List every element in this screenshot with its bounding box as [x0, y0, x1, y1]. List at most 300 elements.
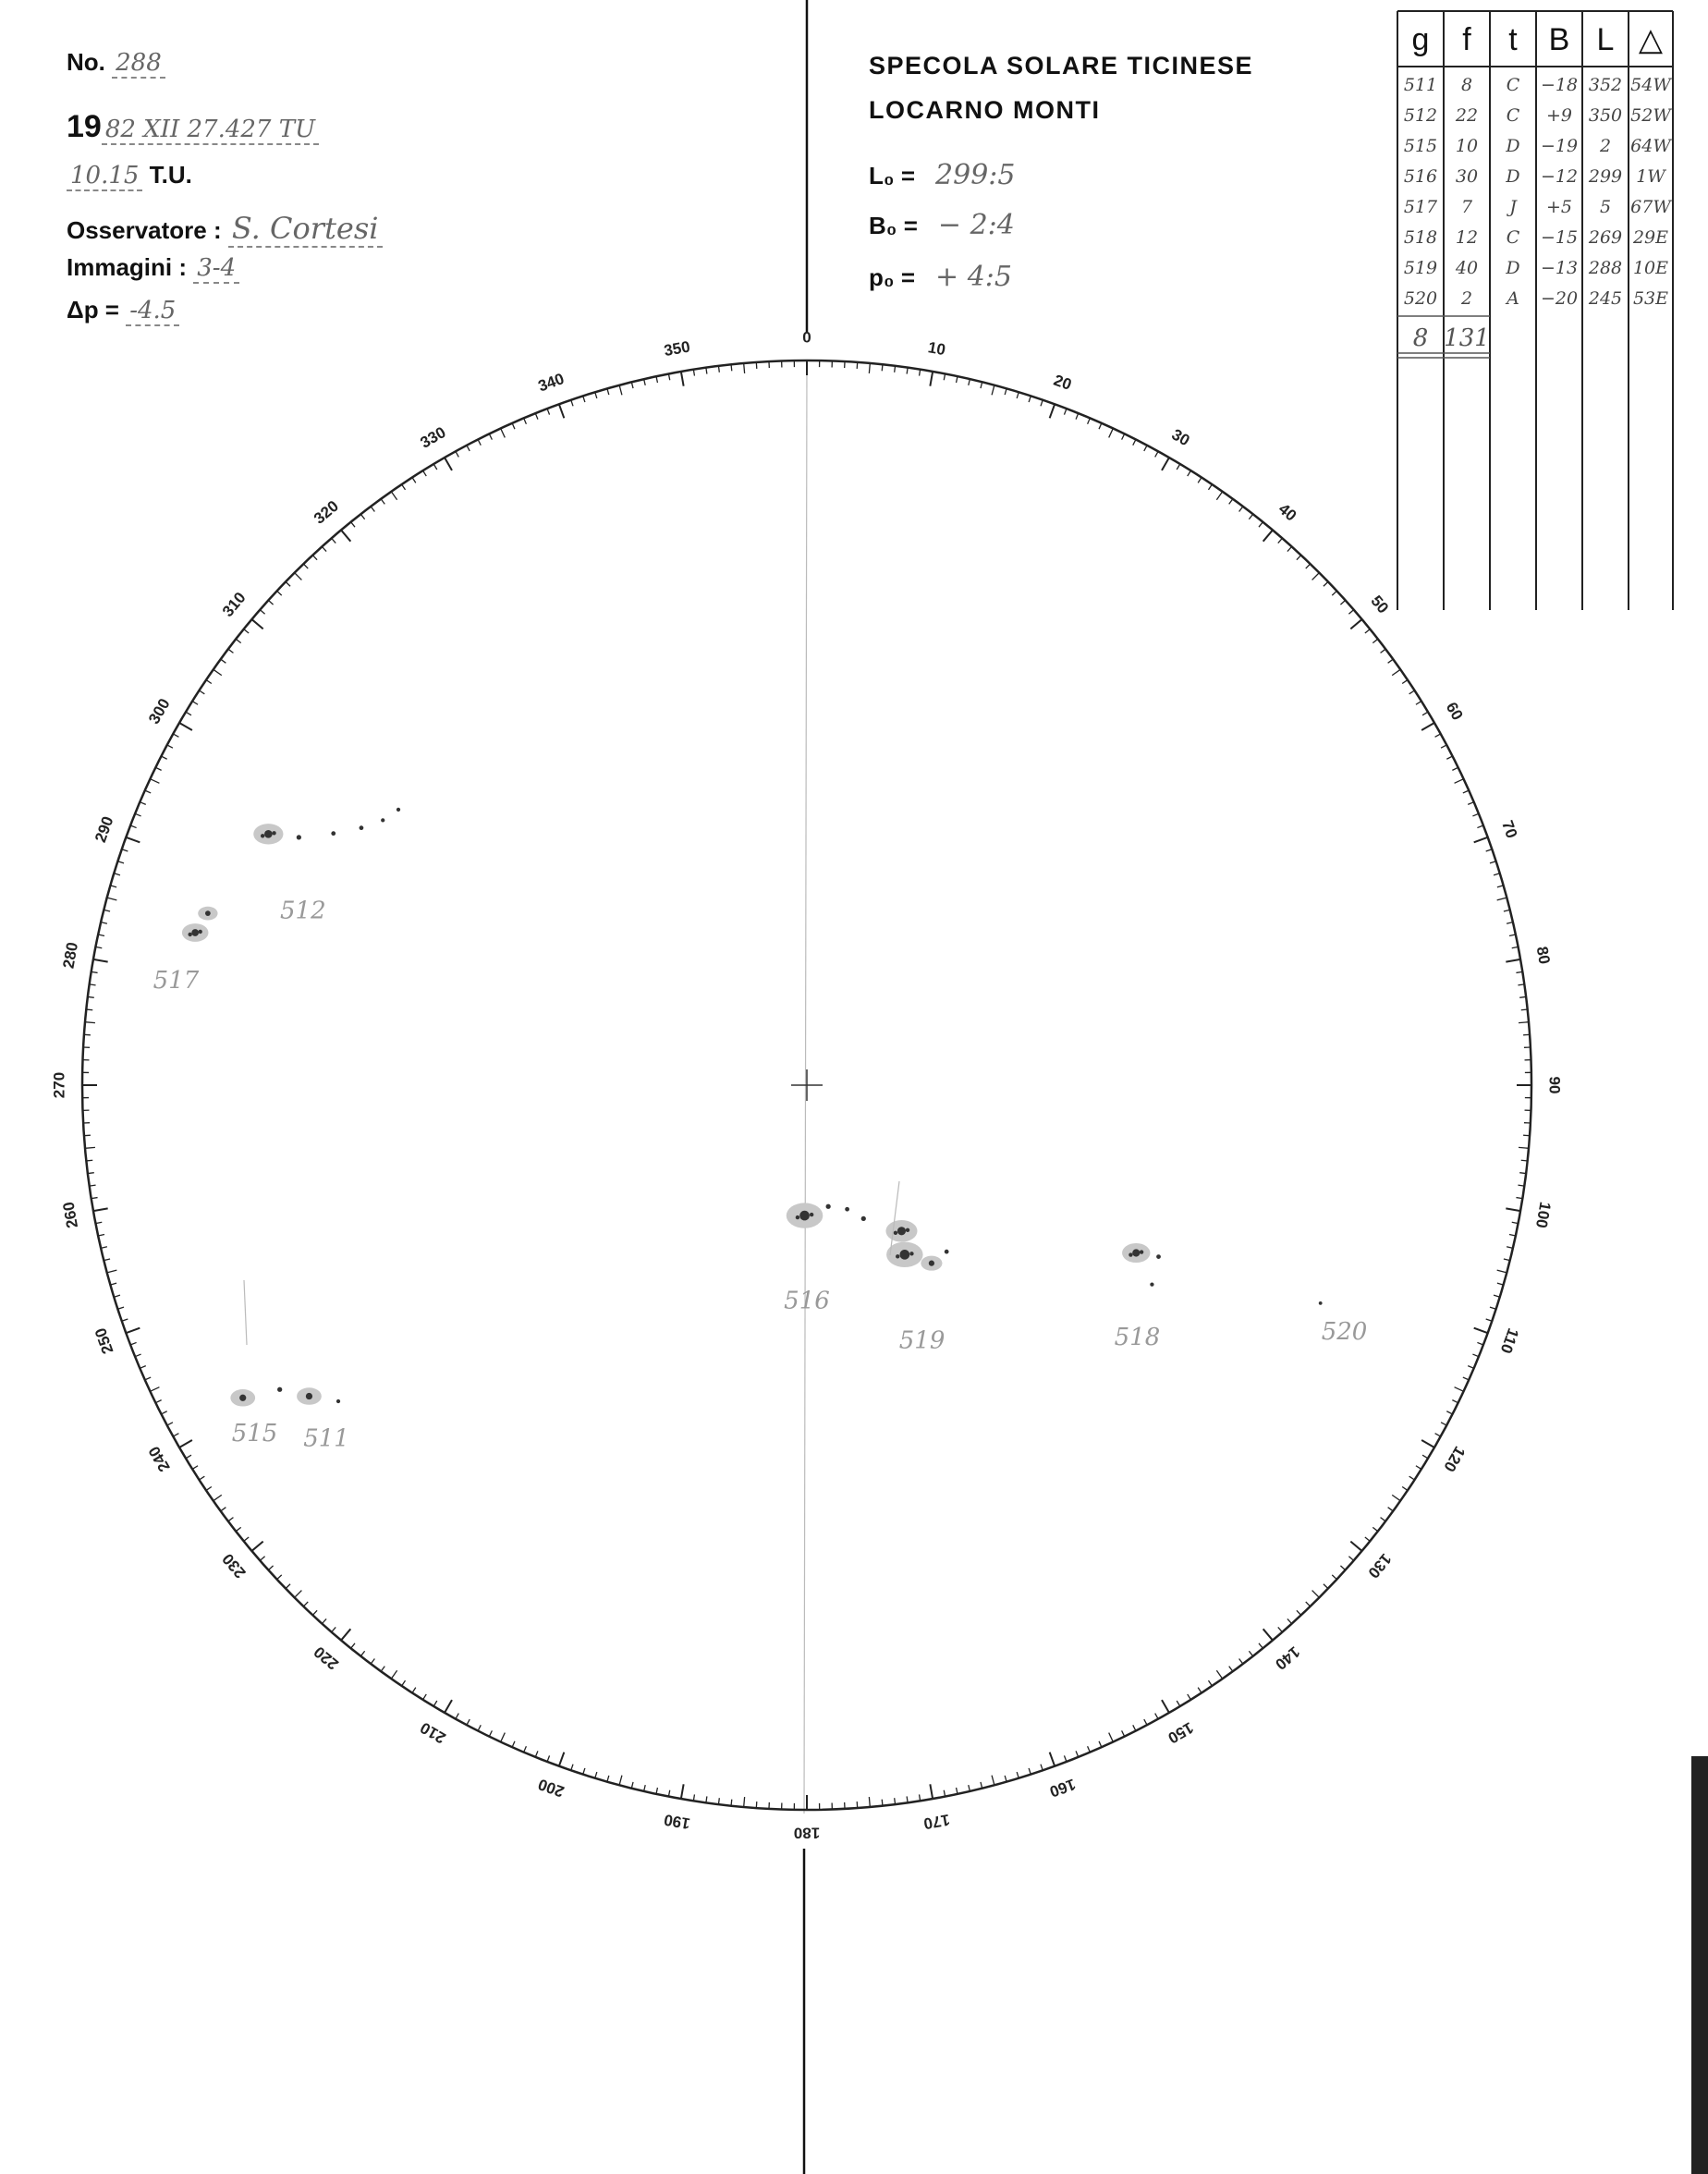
scale-tick: [583, 396, 585, 402]
images-label: Immagini :: [67, 253, 188, 281]
table-cell: −19: [1540, 136, 1579, 156]
sunspot-umbra: [261, 834, 264, 837]
scale-label: 330: [417, 423, 449, 452]
scale-tick: [1017, 392, 1019, 398]
scale-tick: [93, 959, 108, 962]
scale-tick: [173, 1434, 178, 1436]
table-cell: D: [1506, 258, 1520, 278]
sunspot-umbra: [1319, 1301, 1323, 1305]
scale-tick: [101, 922, 107, 924]
scale-tick: [1017, 1772, 1019, 1778]
scale-tick: [524, 1746, 527, 1752]
scale-tick: [559, 404, 564, 418]
scale-tick: [86, 1009, 92, 1010]
table-cell: −20: [1540, 288, 1579, 309]
scale-label: 80: [1532, 945, 1554, 966]
table-cell: 67W: [1630, 197, 1671, 217]
scale-tick: [731, 364, 732, 371]
scale-tick: [303, 564, 308, 568]
table-cell: 516: [1403, 166, 1438, 187]
scale-tick: [1340, 600, 1345, 605]
scale-tick: [456, 1714, 458, 1719]
scale-label: 100: [1531, 1200, 1555, 1230]
scale-label: 200: [535, 1775, 567, 1801]
scale-tick: [1455, 1387, 1464, 1392]
scale-tick: [547, 1755, 550, 1762]
scale-tick: [371, 507, 374, 512]
table-cell: C: [1506, 75, 1520, 95]
scale-tick: [260, 610, 264, 615]
sunspot-umbra: [896, 1254, 899, 1258]
scale-tick: [360, 1651, 364, 1656]
scale-tick: [957, 376, 958, 383]
scale-label: 70: [1498, 818, 1521, 841]
scale-tick: [1088, 1746, 1091, 1752]
scale-tick: [1088, 418, 1091, 423]
L0-value: 299:5: [935, 159, 1016, 191]
sunspot-umbra: [929, 1261, 934, 1266]
sunspot-umbra: [336, 1399, 340, 1403]
scale-tick: [1468, 802, 1473, 805]
table-total-cell: 131: [1444, 324, 1490, 352]
scale-tick: [1350, 619, 1361, 629]
table-cell: 512: [1403, 105, 1438, 126]
scale-tick: [1402, 1486, 1408, 1490]
scale-tick: [1372, 639, 1378, 642]
table-cell: 517: [1403, 197, 1438, 217]
group-label-517: 517: [152, 966, 200, 995]
scale-tick: [1198, 477, 1202, 482]
scale-tick: [1340, 1566, 1345, 1570]
scale-tick: [122, 849, 128, 851]
date-value: 82 XII 27.427 TU: [102, 116, 319, 145]
scale-tick: [1133, 439, 1136, 445]
table-cell: 515: [1403, 136, 1438, 156]
table-cell: C: [1506, 105, 1520, 126]
scale-label: 270: [50, 1071, 68, 1099]
scale-tick: [107, 898, 117, 900]
table-cell: 2: [1460, 288, 1473, 309]
sunspot-umbra: [272, 831, 275, 835]
scale-tick: [1519, 1173, 1526, 1174]
scale-label: 0: [802, 328, 811, 347]
scale-tick: [1306, 1602, 1311, 1606]
disk-center-cross: [791, 1069, 823, 1101]
scale-tick: [1490, 861, 1496, 863]
scale-tick: [88, 996, 94, 997]
scale-tick: [1109, 1733, 1114, 1742]
scale-label: 190: [662, 1810, 692, 1833]
scale-tick: [1509, 1235, 1516, 1236]
scale-label: 150: [1165, 1718, 1197, 1747]
scale-tick: [381, 499, 384, 505]
scale-tick: [969, 379, 970, 385]
scale-tick: [93, 1208, 108, 1211]
scale-label: 210: [417, 1718, 449, 1747]
scale-tick: [718, 1798, 719, 1804]
table-cell: J: [1509, 197, 1517, 217]
scale-tick: [1507, 1247, 1513, 1249]
scale-tick: [1421, 723, 1434, 730]
scale-tick: [114, 873, 120, 875]
table-cell: −13: [1540, 258, 1579, 278]
scale-tick: [1324, 1584, 1328, 1589]
table-cell: D: [1506, 166, 1520, 187]
table-cell: 288: [1588, 258, 1623, 278]
table-cell: 64W: [1630, 136, 1671, 156]
scale-tick: [1155, 451, 1158, 457]
table-header-cell: L: [1596, 22, 1615, 57]
scale-tick: [206, 680, 212, 684]
observer-label: Osservatore :: [67, 216, 222, 244]
scale-tick: [1324, 581, 1328, 586]
sunspot-umbra: [297, 835, 301, 839]
scale-tick: [186, 712, 191, 715]
scale-tick: [1446, 756, 1452, 759]
scale-tick: [221, 659, 226, 663]
scale-tick: [1422, 1455, 1428, 1459]
scale-tick: [117, 1307, 124, 1309]
scale-tick: [869, 363, 870, 373]
scale-label: 300: [145, 695, 174, 727]
scale-tick: [1435, 734, 1441, 737]
scale-tick: [1521, 1160, 1528, 1161]
scale-tick: [1486, 849, 1493, 851]
scale-tick: [423, 470, 427, 476]
scale-tick: [312, 556, 317, 560]
scale-tick: [351, 522, 355, 527]
scale-tick: [251, 619, 262, 629]
scale-tick: [228, 1518, 234, 1521]
scale-tick: [110, 1283, 116, 1285]
scan-edge-shadow: [1691, 1756, 1708, 2174]
scale-tick: [85, 1022, 95, 1023]
scale-tick: [571, 1765, 573, 1771]
scale-tick: [1494, 1295, 1500, 1297]
scale-tick: [456, 451, 458, 457]
scale-tick: [1259, 522, 1263, 527]
table-cell: +9: [1545, 105, 1573, 126]
scale-tick: [467, 446, 470, 451]
scale-tick: [1229, 1667, 1233, 1672]
scale-tick: [1064, 1755, 1067, 1762]
scale-label: 110: [1496, 1325, 1522, 1356]
scale-tick: [607, 388, 609, 395]
sunspot-umbra: [198, 930, 201, 934]
scale-tick: [179, 1440, 192, 1447]
scale-tick: [126, 837, 140, 842]
sunspot-umbra: [306, 1393, 312, 1399]
scale-tick: [1041, 400, 1043, 407]
scale-tick: [1452, 1400, 1458, 1403]
scale-tick: [1249, 1651, 1252, 1656]
table-cell: 7: [1460, 197, 1473, 217]
scale-tick: [1229, 499, 1233, 505]
scale-tick: [1381, 1518, 1386, 1521]
sunspot-umbra: [264, 830, 273, 838]
scale-tick: [489, 1730, 492, 1736]
scale-tick: [1468, 1366, 1473, 1369]
B0-label: B₀ =: [869, 212, 918, 239]
time-value: 10.15: [67, 162, 142, 191]
scale-tick: [882, 1800, 883, 1806]
scale-tick: [1306, 564, 1311, 568]
scale-tick: [1208, 484, 1212, 490]
scale-tick: [140, 802, 145, 805]
scale-tick: [1287, 1618, 1292, 1623]
scale-label: 130: [1364, 1550, 1396, 1582]
scale-tick: [1029, 396, 1031, 402]
scale-tick: [1041, 1765, 1043, 1771]
scale-tick: [260, 1557, 264, 1561]
p0-value: + 4:5: [935, 261, 1012, 293]
scale-tick: [1177, 1701, 1180, 1706]
scale-tick: [501, 428, 506, 437]
scale-tick: [104, 910, 110, 911]
scale-tick: [619, 1776, 622, 1786]
table-cell: 29E: [1632, 227, 1669, 248]
table-cell: 5: [1599, 197, 1612, 217]
scale-tick: [277, 1575, 282, 1580]
scale-tick: [1076, 1751, 1079, 1756]
scale-tick: [1381, 649, 1386, 653]
table-cell: 10: [1455, 136, 1479, 156]
scale-tick: [1519, 1022, 1529, 1023]
scale-tick: [535, 1751, 538, 1756]
scale-tick: [1441, 745, 1446, 748]
scale-tick: [1350, 1542, 1361, 1551]
scale-tick: [1249, 514, 1252, 519]
table-cell: −18: [1540, 75, 1579, 95]
scale-tick: [1452, 767, 1458, 770]
scale-tick: [391, 1670, 396, 1679]
scale-tick: [1509, 934, 1516, 935]
scale-tick: [1507, 922, 1513, 924]
scale-label: 240: [145, 1443, 174, 1475]
scale-tick: [1519, 996, 1526, 997]
scale-tick: [286, 1584, 290, 1589]
sunspot-umbra: [909, 1252, 913, 1255]
scale-tick: [167, 745, 173, 748]
scale-tick: [1365, 1537, 1370, 1541]
scale-tick: [445, 458, 452, 470]
scale-tick: [595, 392, 597, 398]
scale-tick: [1332, 1575, 1336, 1580]
scale-tick: [681, 372, 684, 386]
scale-tick: [173, 734, 178, 737]
sunspot-umbra: [796, 1215, 799, 1219]
scale-tick: [1005, 1776, 1006, 1782]
scale-tick: [869, 1797, 870, 1807]
scale-tick: [114, 1295, 120, 1297]
B0-value: − 2:4: [937, 209, 1015, 241]
scale-tick: [341, 530, 350, 541]
scale-tick: [351, 1643, 355, 1648]
scale-tick: [1177, 464, 1180, 470]
scale-tick: [1490, 1307, 1496, 1309]
scale-tick: [155, 767, 161, 770]
table-cell: 8: [1460, 75, 1473, 95]
scale-label: 170: [921, 1810, 952, 1833]
scale-tick: [1409, 690, 1415, 694]
scale-tick: [1441, 1423, 1446, 1425]
table-cell: 245: [1588, 288, 1623, 309]
sunspot-umbra: [1150, 1282, 1153, 1286]
sunspot-umbra: [205, 910, 211, 916]
scale-tick: [332, 1627, 336, 1631]
scale-tick: [559, 1753, 564, 1766]
scale-tick: [1064, 409, 1067, 415]
scale-tick: [186, 1455, 191, 1459]
scale-tick: [981, 1782, 982, 1789]
scale-tick: [1005, 388, 1006, 395]
scale-tick: [433, 1701, 437, 1706]
scale-tick: [192, 1466, 198, 1470]
scale-tick: [619, 385, 622, 396]
scale-label: 90: [1545, 1076, 1564, 1094]
scale-tick: [412, 1688, 416, 1693]
table-cell: 54W: [1630, 75, 1671, 95]
scale-tick: [1297, 1610, 1301, 1615]
group-label-519: 519: [898, 1326, 946, 1355]
scale-label: 320: [311, 496, 342, 528]
scale-tick: [1208, 1680, 1212, 1686]
time-suffix: T.U.: [149, 161, 192, 189]
scale-tick: [322, 546, 326, 551]
table-header-cell: △: [1638, 22, 1664, 57]
scale-tick: [98, 1235, 104, 1236]
scale-tick: [268, 600, 273, 605]
table-cell: 299: [1588, 166, 1623, 187]
table-header-cell: B: [1548, 22, 1570, 57]
scale-tick: [445, 1700, 452, 1713]
scale-tick: [501, 1733, 506, 1742]
year-prefix: 19: [67, 109, 102, 144]
scale-tick: [360, 514, 364, 519]
scale-tick: [126, 1328, 140, 1333]
scale-label: 280: [59, 940, 82, 971]
table-cell: 352: [1588, 75, 1623, 95]
sunspot-umbra: [1140, 1250, 1143, 1253]
scale-tick: [1486, 1319, 1493, 1321]
scale-tick: [130, 825, 137, 828]
scale-tick: [1416, 702, 1421, 705]
scale-tick: [957, 1788, 958, 1794]
sunspot-umbra: [331, 831, 336, 836]
sunspot-umbra: [826, 1204, 831, 1209]
scale-tick: [381, 1667, 384, 1672]
scale-tick: [155, 1400, 161, 1403]
scale-tick: [595, 1772, 597, 1778]
scale-tick: [145, 1377, 151, 1380]
scale-tick: [1409, 1476, 1415, 1480]
scale-tick: [1188, 1694, 1191, 1700]
scale-tick: [86, 1160, 92, 1161]
scale-label: 40: [1275, 499, 1300, 525]
scale-tick: [236, 1527, 241, 1531]
scale-label: 120: [1440, 1443, 1469, 1475]
scale-tick: [1076, 413, 1079, 419]
scale-tick: [607, 1776, 609, 1782]
scale-tick: [718, 366, 719, 373]
scale-tick: [303, 1602, 308, 1606]
scale-tick: [1122, 1730, 1125, 1736]
scale-tick: [140, 1366, 145, 1369]
scale-tick: [656, 376, 657, 383]
scale-tick: [1162, 458, 1169, 470]
scale-tick: [882, 364, 883, 371]
scale-tick: [1263, 530, 1273, 541]
scale-label: 230: [218, 1550, 250, 1582]
scale-tick: [1297, 556, 1301, 560]
scale-tick: [1144, 446, 1147, 451]
scale-tick: [104, 1259, 110, 1261]
scale-tick: [731, 1800, 732, 1806]
scale-tick: [145, 790, 151, 793]
table-cell: 30: [1455, 166, 1479, 187]
scale-tick: [1050, 404, 1055, 418]
table-cell: 12: [1455, 227, 1479, 248]
table-cell: 1W: [1636, 166, 1665, 187]
scale-tick: [85, 1147, 95, 1148]
scale-tick: [681, 1784, 684, 1799]
group-label-511: 511: [303, 1424, 349, 1453]
table-cell: −15: [1540, 227, 1579, 248]
scale-tick: [167, 1423, 173, 1425]
scale-label: 250: [91, 1325, 117, 1357]
scale-tick: [391, 492, 396, 500]
table-cell: 10E: [1632, 258, 1669, 278]
sunspot-umbra: [191, 929, 199, 936]
scale-tick: [1446, 1411, 1452, 1414]
table-cell: 511: [1403, 75, 1438, 95]
scale-tick: [1392, 1495, 1400, 1500]
table-cell: 22: [1455, 105, 1479, 126]
sunspot-umbra: [845, 1207, 849, 1212]
scale-tick: [1388, 659, 1394, 663]
scale-tick: [251, 1542, 262, 1551]
scale-tick: [524, 418, 527, 423]
scale-tick: [117, 861, 124, 863]
scale-tick: [277, 591, 282, 595]
scale-tick: [1348, 1557, 1353, 1561]
table-header-cell: t: [1508, 22, 1518, 57]
record-number-value: 288: [112, 49, 165, 79]
scale-tick: [1365, 629, 1370, 633]
sunspot-umbra: [799, 1211, 810, 1221]
table-cell: 2: [1599, 136, 1612, 156]
scale-tick: [322, 1618, 326, 1623]
scale-tick: [1388, 1508, 1394, 1511]
scale-tick: [1504, 1259, 1510, 1261]
scale-tick: [1497, 1270, 1507, 1273]
sunspot-umbra: [945, 1250, 949, 1254]
scale-tick: [98, 934, 104, 935]
scale-tick: [992, 385, 994, 396]
scale-tick: [268, 1566, 273, 1570]
sunspot-umbra: [810, 1213, 813, 1216]
scale-tick: [1198, 1688, 1202, 1693]
scale-tick: [295, 1591, 302, 1598]
observatory-name: SPECOLA SOLARE TICINESE: [869, 52, 1254, 79]
table-cell: 518: [1403, 227, 1438, 248]
scale-tick: [1474, 837, 1488, 842]
sunspot-umbra: [1156, 1254, 1161, 1259]
table-cell: 520: [1403, 288, 1438, 309]
scale-tick: [1463, 1377, 1469, 1380]
scale-tick: [135, 813, 140, 816]
scale-tick: [110, 885, 116, 887]
